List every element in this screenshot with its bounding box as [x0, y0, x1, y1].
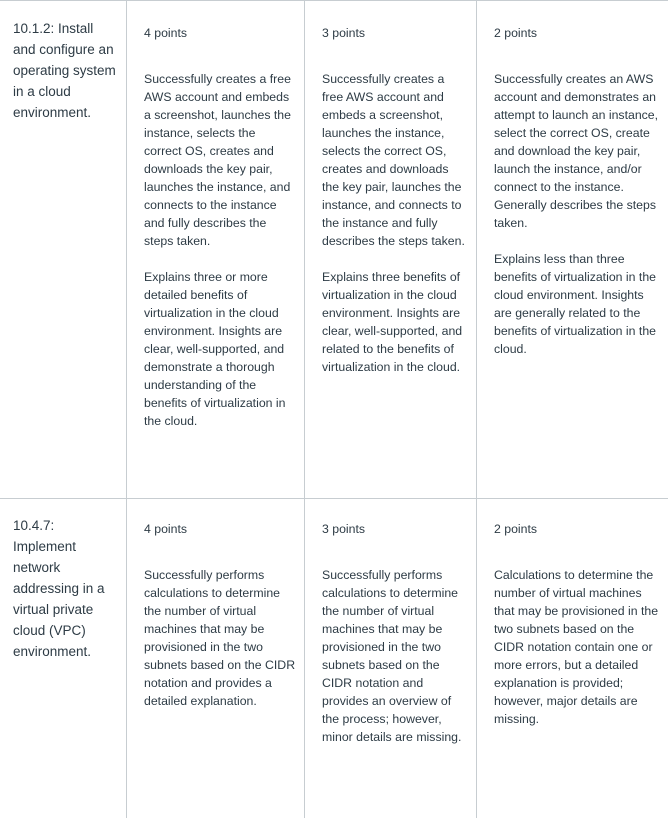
rating-description	[494, 566, 660, 728]
rating-paragraph: Calculations to determine the number of virtual machines that may be provisioned in the two subnets based on the CIDR notation contain one or more errors, but a detailed explanation is provided; however, major details are missing.	[494, 568, 659, 726]
rating-cell	[305, 1, 477, 498]
rating-description	[144, 70, 296, 430]
criterion-description: 10.4.7: Implement network addressing in a virtual private cloud (VPC) environment.	[0, 499, 127, 818]
rating-description	[322, 566, 468, 746]
rating-paragraph: Successfully performs calculations to determine the number of virtual machines that may be provisioned in the two subnets based on the CIDR notation and provides a detailed explanation.	[144, 568, 296, 708]
rating-description	[322, 70, 468, 376]
rating-cell	[477, 1, 668, 498]
rating-points: 2 points	[494, 26, 538, 40]
rating-paragraph: Explains three benefits of virtualization in the cloud environment. Insights are clear, well-supported, and related to the benefits of virtualization in the cloud.	[322, 270, 463, 374]
rubric-row	[0, 1, 668, 499]
rating-cell	[305, 499, 477, 818]
rubric-row	[0, 499, 668, 818]
rating-paragraph: Explains less than three benefits of virtualization in the cloud environment. Insights are generally related to the benefits of virtualization in the cloud.	[494, 252, 657, 356]
criterion-description: 10.1.2: Install and configure an operating system in a cloud environment.	[0, 1, 127, 498]
rating-paragraph: Successfully creates an AWS account and demonstrates an attempt to launch an instance, select the correct OS, create and download the key pair, launch the instance, and/or connect to the instance. Generally describes the steps taken.	[494, 72, 659, 230]
rating-paragraph: Successfully performs calculations to determine the number of virtual machines that may be provisioned in the two subnets based on the CIDR notation and provides an overview of the process; however, minor details are missing.	[322, 568, 462, 744]
rating-cell	[127, 499, 305, 818]
rating-points: 2 points	[494, 522, 538, 536]
rating-paragraph: Successfully creates a free AWS account and embeds a screenshot, launches the instance, selects the correct OS, creates and downloads the key pair, launches the instance, and connects to the instance and fully describes the steps taken.	[144, 72, 291, 248]
rating-points: 3 points	[322, 522, 366, 536]
rating-points: 3 points	[322, 26, 366, 40]
rating-cell	[477, 499, 668, 818]
rating-paragraph: Successfully creates a free AWS account and embeds a screenshot, launches the instance, selects the correct OS, creates and downloads the key pair, launches the instance, and connects to the instance and fully describes the steps taken.	[322, 72, 465, 248]
rating-cell	[127, 1, 305, 498]
rating-points: 4 points	[144, 26, 188, 40]
rating-description	[494, 70, 660, 358]
rating-points: 4 points	[144, 522, 188, 536]
rating-paragraph: Explains three or more detailed benefits of virtualization in the cloud environment. Insights are clear, well-supported, and demonstrate a thorough understanding of the benefits of virtualization in the cloud.	[144, 270, 286, 428]
rating-description	[144, 566, 296, 710]
